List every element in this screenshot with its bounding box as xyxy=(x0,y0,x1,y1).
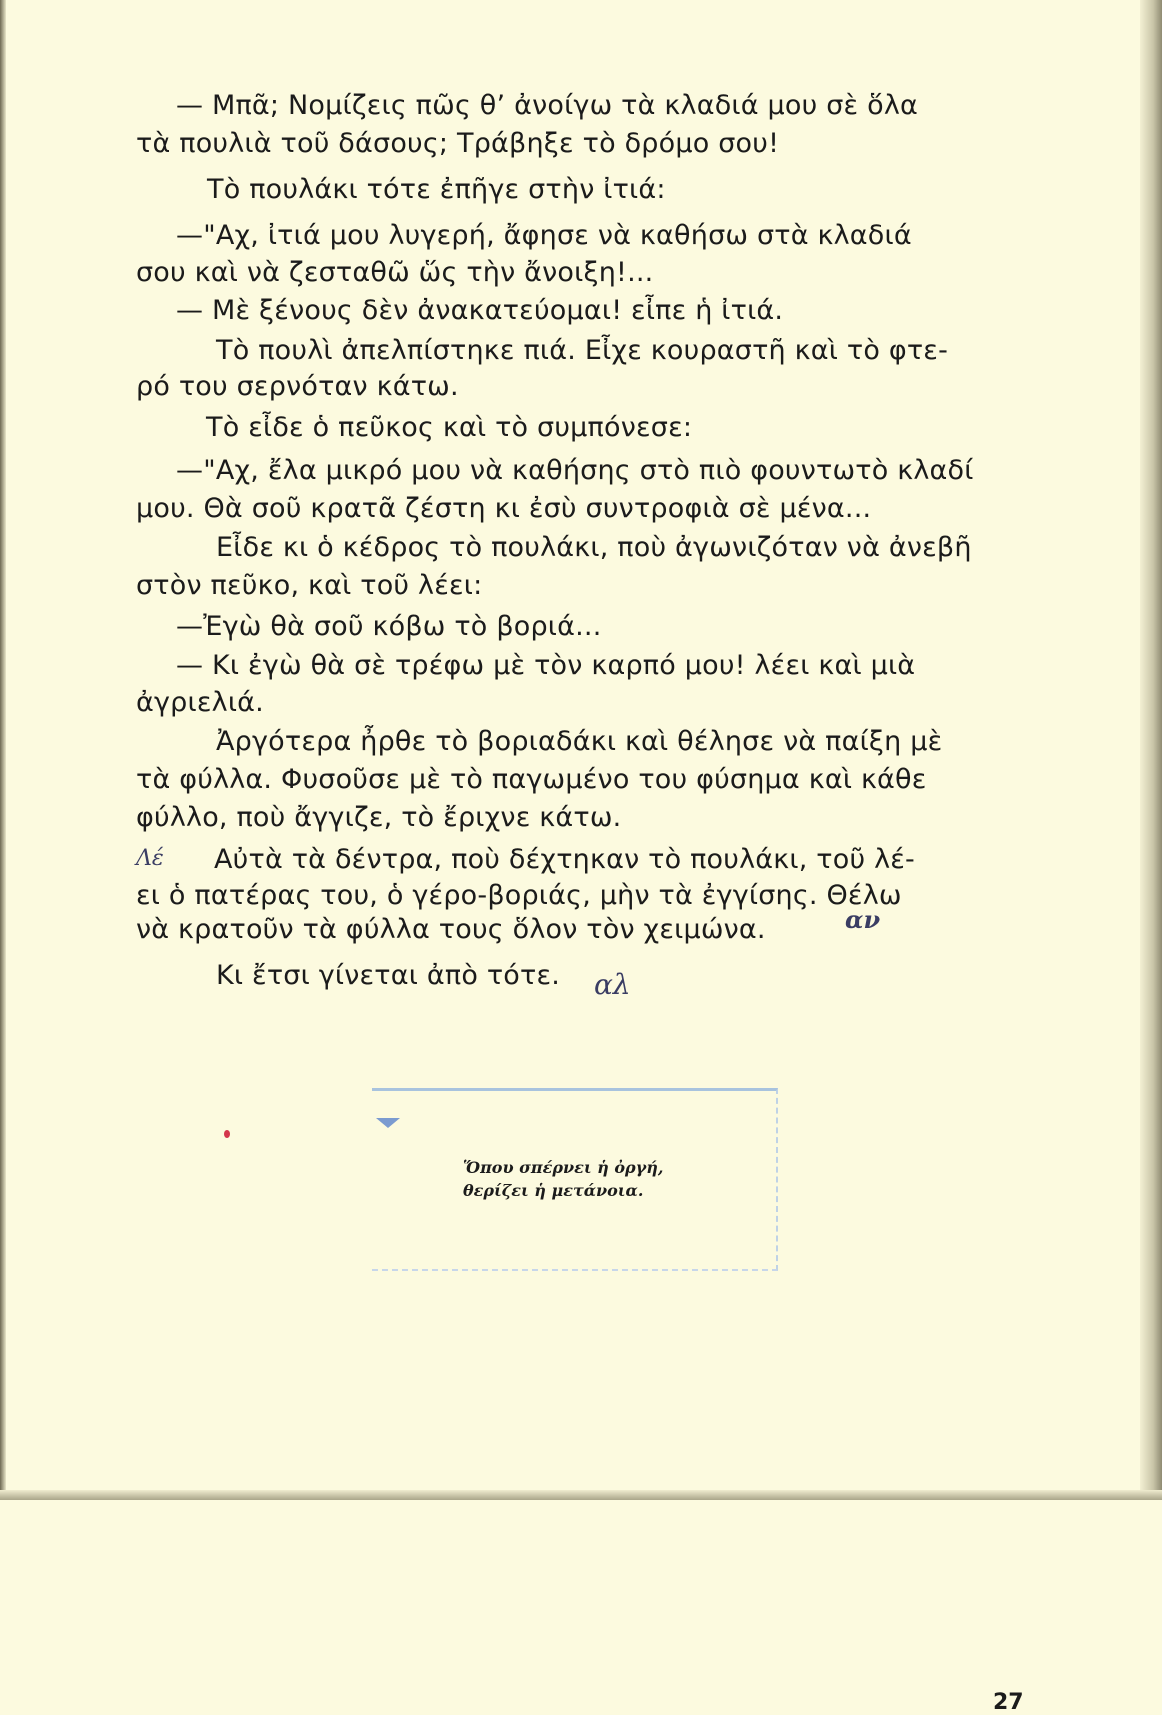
text-line: Αὐτὰ τὰ δέντρα, ποὺ δέχτηκαν τὸ πουλάκι, τοῦ λέ- xyxy=(214,844,915,875)
text-line: Τὸ εἶδε ὁ πεῦκος καὶ τὸ συμπόνεσε: xyxy=(206,412,693,443)
text-line: ει ὁ πατέρας του, ὁ γέρο-βοριάς, μὴν τὰ ἐγγίσης. Θέλω xyxy=(136,880,902,911)
proverb-line: θερίζει ἡ μετάνοια. xyxy=(463,1181,644,1200)
text-line: — Μπᾶ; Νομίζεις πῶς θ’ ἀνοίγω τὰ κλαδιά μου σὲ ὅλα xyxy=(176,90,919,121)
handwritten-note: αλ xyxy=(594,968,631,1001)
text-line: τὰ φύλλα. Φυσοῦσε μὲ τὸ παγωμένο του φύσημα καὶ κάθε xyxy=(136,764,927,795)
text-line: —"Αχ, ἰτιά μου λυγερή, ἄφησε νὰ καθήσω στὰ κλαδιά xyxy=(176,220,912,251)
page-edge-left xyxy=(0,0,6,1500)
page-edge-right xyxy=(1140,0,1162,1500)
text-line: μου. Θὰ σοῦ κρατᾶ ζέστη κι ἐσὺ συντροφιὰ σὲ μένα... xyxy=(136,493,872,524)
text-line: Ἀργότερα ἦρθε τὸ βοριαδάκι καὶ θέλησε νὰ παίξη μὲ xyxy=(216,726,943,757)
text-line: —"Αχ, ἔλα μικρό μου νὰ καθήσης στὸ πιὸ φουντωτὸ κλαδί xyxy=(176,455,974,486)
text-line: τὰ πουλιὰ τοῦ δάσους; Τράβηξε τὸ δρόμο σου! xyxy=(136,128,780,159)
text-line: — Κι ἐγὼ θὰ σὲ τρέφω μὲ τὸν καρπό μου! λέει καὶ μιὰ xyxy=(176,650,916,681)
proverb-line: Ὅπου σπέρνει ἡ ὀργή, xyxy=(463,1158,664,1177)
page-number: 27 xyxy=(993,1690,1024,1715)
text-line: στὸν πεῦκο, καὶ τοῦ λέει: xyxy=(136,570,483,601)
text-line: νὰ κρατοῦν τὰ φύλλα τους ὅλον τὸν χειμώνα. xyxy=(136,914,766,945)
text-line: — Μὲ ξένους δὲν ἀνακατεύομαι! εἶπε ἡ ἰτιά. xyxy=(176,295,784,326)
text-line: ἀγριελιά. xyxy=(136,687,264,718)
handwritten-note: αν xyxy=(845,905,881,934)
text-line: ρό του σερνόταν κάτω. xyxy=(136,371,459,402)
text-line: φύλλο, ποὺ ἄγγιζε, τὸ ἔριχνε κάτω. xyxy=(136,802,622,833)
text-line: Κι ἔτσι γίνεται ἀπὸ τότε. xyxy=(216,960,561,991)
handwritten-margin-note: Λέ xyxy=(136,846,164,871)
text-line: Τὸ πουλὶ ἀπελπίστηκε πιά. Εἶχε κουραστῆ καὶ τὸ φτε- xyxy=(216,335,949,366)
ink-dot xyxy=(224,1130,230,1138)
text-line: Τὸ πουλάκι τότε ἐπῆγε στὴν ἰτιά: xyxy=(207,174,666,205)
page-edge-bottom xyxy=(0,1490,1162,1500)
text-line: Εἶδε κι ὁ κέδρος τὸ πουλάκι, ποὺ ἀγωνιζόταν νὰ ἀνεβῆ xyxy=(216,532,972,563)
text-line: —Ἐγὼ θὰ σοῦ κόβω τὸ βοριά... xyxy=(176,611,602,642)
text-line: σου καὶ νὰ ζεσταθῶ ὥς τὴν ἄνοιξη!... xyxy=(136,257,654,288)
